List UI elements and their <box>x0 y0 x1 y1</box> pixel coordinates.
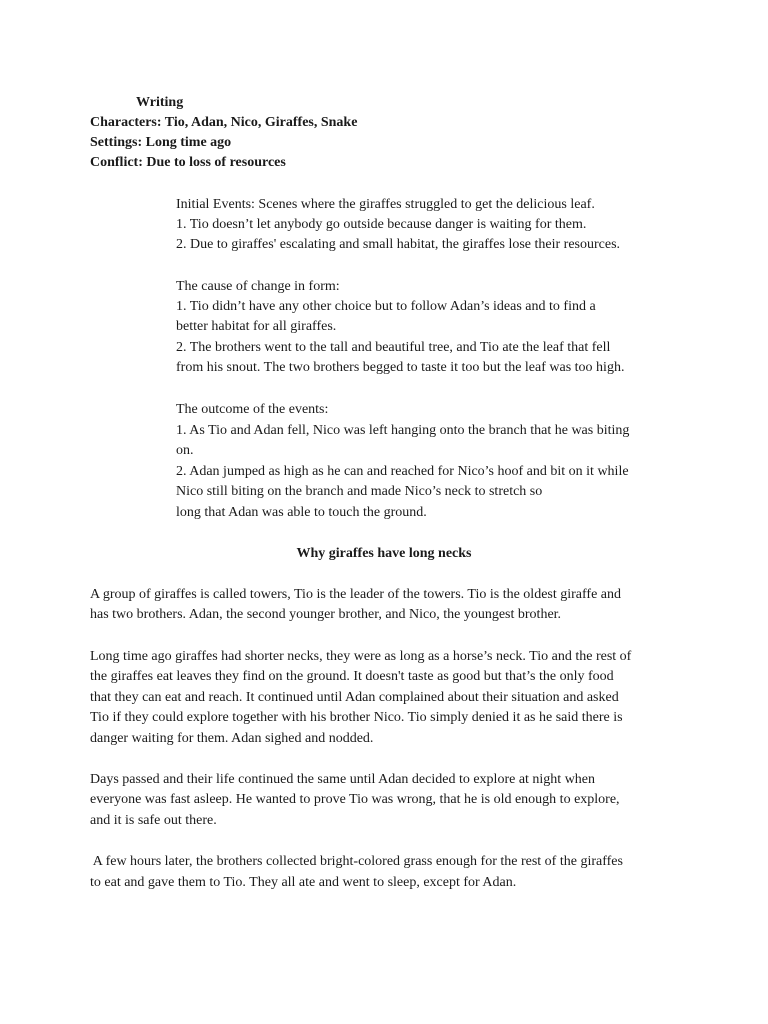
paragraph-line: A few hours later, the brothers collected bright-colored grass enough for the rest of the giraffes <box>90 854 623 869</box>
outline-line: 1. Tio doesn’t let anybody go outside because danger is waiting for them. <box>176 217 587 232</box>
paragraph-line: A group of giraffes is called towers, Tio is the leader of the towers. Tio is the oldest giraffe and <box>90 587 622 602</box>
doc-title: Writing <box>136 95 184 110</box>
outline-line: 2. Due to giraffes' escalating and small habitat, the giraffes lose their resources. <box>176 237 621 252</box>
paragraph-line: Long time ago giraffes had shorter necks, they were as long as a horse’s neck. Tio and the rest of <box>90 649 632 664</box>
paragraph-line: Tio if they could explore together with his brother Nico. Tio simply denied it as he said there is <box>90 710 623 725</box>
outline-line: long that Adan was able to touch the ground. <box>176 505 427 520</box>
story-heading: Why giraffes have long necks <box>296 546 472 561</box>
outline-line: 2. The brothers went to the tall and beautiful tree, and Tio ate the leaf that fell <box>176 340 611 355</box>
paragraph-line: danger waiting for them. Adan sighed and nodded. <box>90 731 374 746</box>
paragraph-line: everyone was fast asleep. He wanted to prove Tio was wrong, that he is old enough to explore, <box>90 792 620 807</box>
paragraph-line: to eat and gave them to Tio. They all ate and went to sleep, except for Adan. <box>90 875 517 890</box>
paragraph-line: that they can eat and reach. It continued until Adan complained about their situation and asked <box>90 690 619 705</box>
outline-line: 1. Tio didn’t have any other choice but to follow Adan’s ideas and to find a <box>176 299 596 314</box>
outline-line: better habitat for all giraffes. <box>176 319 337 334</box>
paragraph-line: has two brothers. Adan, the second younger brother, and Nico, the youngest brother. <box>90 607 562 622</box>
characters-line: Characters: Tio, Adan, Nico, Giraffes, Snake <box>90 115 358 130</box>
paragraph-line: the giraffes eat leaves they find on the ground. It doesn't taste as good but that’s the only food <box>90 669 614 684</box>
outline-line: from his snout. The two brothers begged to taste it too but the leaf was too high. <box>176 360 625 375</box>
cause-heading: The cause of change in form: <box>176 279 340 294</box>
paragraph-line: and it is safe out there. <box>90 813 217 828</box>
conflict-line: Conflict: Due to loss of resources <box>90 155 286 170</box>
paragraph-line: Days passed and their life continued the same until Adan decided to explore at night when <box>90 772 596 787</box>
outline-line: on. <box>176 443 194 458</box>
outline-line: 2. Adan jumped as high as he can and reached for Nico’s hoof and bit on it while <box>176 464 629 479</box>
initial-events-heading: Initial Events: Scenes where the giraffes struggled to get the delicious leaf. <box>176 197 595 212</box>
outline-line: 1. As Tio and Adan fell, Nico was left hanging onto the branch that he was biting <box>176 423 630 438</box>
outcome-heading: The outcome of the events: <box>176 402 329 417</box>
settings-line: Settings: Long time ago <box>90 135 232 150</box>
outline-line: Nico still biting on the branch and made Nico’s neck to stretch so <box>176 484 543 499</box>
